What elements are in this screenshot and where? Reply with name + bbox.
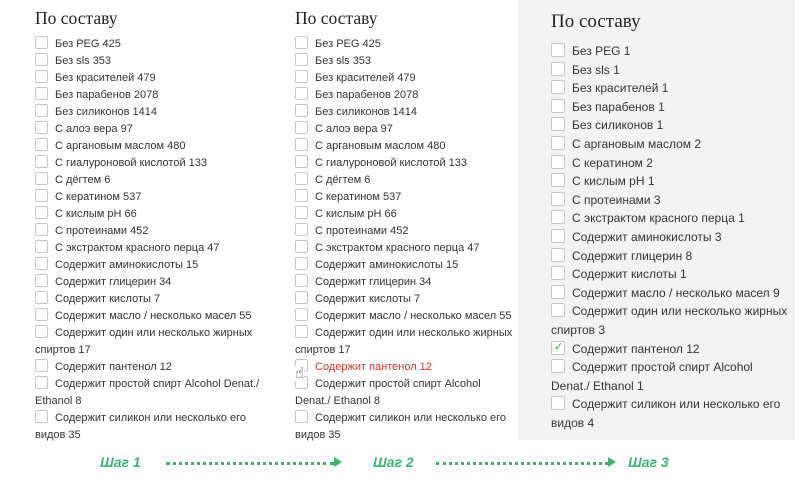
step-label-1: Шаг 1: [100, 454, 141, 470]
filter-option[interactable]: [35, 189, 270, 206]
checkbox[interactable]: [295, 308, 308, 321]
checkbox[interactable]: [295, 274, 308, 287]
filter-option[interactable]: [295, 104, 515, 121]
checkbox[interactable]: [295, 104, 308, 117]
checkbox[interactable]: [35, 138, 48, 151]
filter-option-label: С гиалуроновой кислотой 133: [55, 157, 207, 169]
checkbox[interactable]: [35, 36, 48, 49]
filter-option-label: С алоэ вера 97: [315, 123, 393, 135]
filter-option[interactable]: [295, 87, 515, 104]
filter-option[interactable]: [551, 154, 791, 173]
checkbox[interactable]: [551, 155, 565, 169]
filter-option-label: С протеинами 452: [315, 225, 409, 237]
filter-option-label: Содержит пантенол 12: [315, 361, 432, 373]
filter-option[interactable]: [35, 206, 270, 223]
filter-option-label: С кератином 537: [315, 191, 402, 203]
filter-option-label: Без силиконов 1414: [315, 106, 418, 118]
checkbox[interactable]: [295, 410, 308, 423]
checkbox[interactable]: [35, 223, 48, 236]
filter-option[interactable]: [35, 87, 270, 104]
filter-option-label: С аргановым маслом 2: [572, 136, 702, 151]
filter-option[interactable]: [35, 410, 270, 444]
filter-option-label: Без силиконов 1: [572, 118, 664, 133]
filter-title: По составу: [35, 8, 118, 28]
filter-option-label: Содержит один или несколько жирных спиртов 17: [35, 327, 253, 356]
checkbox[interactable]: [295, 325, 308, 338]
checkbox[interactable]: [295, 53, 308, 66]
filter-option-label: Содержит пантенол 12: [55, 361, 172, 373]
filter-option-label: С кератином 2: [572, 155, 653, 170]
filter-option-label: Без красителей 1: [572, 81, 669, 96]
checkbox[interactable]: [551, 62, 565, 76]
filter-option[interactable]: [551, 191, 791, 210]
filter-option-label: С аргановым маслом 480: [55, 140, 186, 152]
filter-option[interactable]: [295, 359, 515, 376]
filter-option[interactable]: [295, 172, 515, 189]
hand-pointer-icon: ☝: [295, 364, 305, 382]
checkbox[interactable]: [551, 285, 565, 299]
checkbox[interactable]: [551, 173, 565, 187]
checkbox[interactable]: [551, 136, 565, 150]
filter-option-label: Без sls 353: [315, 55, 372, 67]
filter-option-label: Без парабенов 1: [572, 99, 665, 114]
filter-option[interactable]: [35, 308, 270, 325]
filter-option-label: С аргановым маслом 480: [315, 140, 446, 152]
filter-option-label: Содержит кислоты 7: [55, 293, 161, 305]
filter-option[interactable]: [35, 53, 270, 70]
checkbox[interactable]: [35, 189, 48, 202]
filter-option[interactable]: [35, 172, 270, 189]
filter-option-label: С протеинами 452: [55, 225, 149, 237]
checkbox[interactable]: [551, 99, 565, 113]
checkbox-checked[interactable]: [551, 341, 565, 355]
filter-option[interactable]: [35, 104, 270, 121]
filter-option[interactable]: [551, 61, 791, 80]
checkbox[interactable]: [295, 121, 308, 134]
filter-option[interactable]: [35, 291, 270, 308]
filter-option-label: Содержит масло / несколько масел 55: [315, 310, 512, 322]
filter-option[interactable]: [35, 70, 270, 87]
filter-option-label: Без PEG 425: [55, 38, 121, 50]
arrow-head-icon: [334, 457, 342, 467]
filter-panel-step2: [295, 0, 515, 444]
filter-option-label: Содержит глицерин 34: [315, 276, 432, 288]
filter-option-label: Без парабенов 2078: [315, 89, 419, 101]
filter-list: [35, 36, 270, 444]
dotted-arrow: [436, 462, 608, 465]
filter-option-label: Содержит аминокислоты 3: [572, 229, 722, 244]
filter-option-label: С экстрактом красного перца 47: [55, 242, 220, 254]
checkbox[interactable]: [551, 229, 565, 243]
filter-list: [551, 42, 791, 432]
checkbox[interactable]: [551, 303, 565, 317]
filter-option-label: Без sls 353: [55, 55, 112, 67]
filter-panel-step3: [518, 0, 795, 440]
checkbox[interactable]: [35, 121, 48, 134]
checkbox[interactable]: [35, 291, 48, 304]
filter-option[interactable]: [295, 410, 515, 444]
filter-option[interactable]: [551, 265, 791, 284]
filter-option[interactable]: [551, 79, 791, 98]
filter-option[interactable]: [295, 53, 515, 70]
filter-option-label: Содержит силикон или несколько его видов 35: [295, 412, 506, 441]
checkbox[interactable]: [551, 266, 565, 280]
filter-option-label: Содержит простой спирт Alcohol Denat./ Ethanol 8: [35, 378, 260, 407]
filter-option-label: С дёгтем 6: [315, 174, 371, 186]
checkbox[interactable]: [295, 155, 308, 168]
checkbox[interactable]: [551, 117, 565, 131]
filter-option-label: Без красителей 479: [315, 72, 416, 84]
checkbox[interactable]: [35, 155, 48, 168]
filter-option[interactable]: [35, 155, 270, 172]
filter-option[interactable]: [35, 359, 270, 376]
filter-option[interactable]: [295, 308, 515, 325]
filter-option[interactable]: [551, 395, 791, 432]
checkbox[interactable]: [35, 206, 48, 219]
filter-option-label: Содержит глицерин 8: [572, 248, 693, 263]
checkbox[interactable]: [295, 138, 308, 151]
checkbox[interactable]: [295, 206, 308, 219]
checkbox[interactable]: [295, 189, 308, 202]
filter-option-label: С дёгтем 6: [55, 174, 111, 186]
filter-option[interactable]: [295, 206, 515, 223]
filter-option[interactable]: [551, 135, 791, 154]
checkbox[interactable]: [35, 325, 48, 338]
filter-option-label: Содержит глицерин 34: [55, 276, 172, 288]
checkbox[interactable]: [295, 87, 308, 100]
filter-option[interactable]: [551, 98, 791, 117]
checkbox[interactable]: [35, 308, 48, 321]
filter-option[interactable]: [295, 291, 515, 308]
checkbox[interactable]: [551, 80, 565, 94]
filter-option[interactable]: [551, 302, 791, 339]
filter-option[interactable]: [551, 209, 791, 228]
step-label-2: Шаг 2: [373, 454, 414, 470]
filter-option-label: Без PEG 425: [315, 38, 381, 50]
filter-option-label: Без красителей 479: [55, 72, 156, 84]
filter-option[interactable]: [295, 257, 515, 274]
filter-option-label: Содержит один или несколько жирных спиртов 17: [295, 327, 513, 356]
checkbox[interactable]: [551, 248, 565, 262]
filter-option[interactable]: [551, 340, 791, 359]
filter-option-label: Без парабенов 2078: [55, 89, 159, 101]
checkbox[interactable]: [295, 240, 308, 253]
filter-option[interactable]: [551, 358, 791, 395]
filter-option-label: С кератином 537: [55, 191, 142, 203]
filter-option[interactable]: [551, 284, 791, 303]
filter-option-label: Без силиконов 1414: [55, 106, 158, 118]
filter-option-label: Содержит кислоты 7: [315, 293, 421, 305]
filter-option[interactable]: [35, 138, 270, 155]
filter-option[interactable]: [551, 42, 791, 61]
filter-option-label: С экстрактом красного перца 47: [315, 242, 480, 254]
filter-option[interactable]: [295, 274, 515, 291]
checkbox[interactable]: [551, 396, 565, 410]
filter-option-label: Без PEG 1: [572, 44, 631, 58]
filter-option[interactable]: [295, 240, 515, 257]
filter-option[interactable]: [295, 36, 515, 53]
checkbox[interactable]: [295, 223, 308, 236]
filter-panel-step1: [35, 0, 270, 444]
checkbox[interactable]: [295, 172, 308, 185]
filter-option-label: С кислым pH 66: [315, 208, 397, 220]
filter-option[interactable]: [551, 116, 791, 135]
checkbox[interactable]: [295, 291, 308, 304]
filter-option-label: Содержит один или несколько жирных спиртов 3: [551, 304, 788, 337]
filter-option-label: Содержит аминокислоты 15: [55, 259, 199, 271]
filter-option-label: Содержит аминокислоты 15: [315, 259, 459, 271]
checkbox[interactable]: [35, 240, 48, 253]
checkbox[interactable]: [35, 53, 48, 66]
filter-option[interactable]: [551, 228, 791, 247]
filter-title: По составу: [295, 8, 378, 28]
checkbox[interactable]: [295, 70, 308, 83]
checkbox[interactable]: [35, 274, 48, 287]
filter-option-label: Содержит пантенол 12: [572, 341, 700, 356]
filter-option[interactable]: [35, 325, 270, 359]
filter-option-label: С кислым pH 66: [55, 208, 137, 220]
checkbox[interactable]: [551, 359, 565, 373]
filter-title: По составу: [551, 11, 641, 32]
filter-option[interactable]: [35, 240, 270, 257]
filter-option[interactable]: [35, 121, 270, 138]
checkbox[interactable]: [35, 376, 48, 389]
filter-option[interactable]: [35, 376, 270, 410]
filter-option[interactable]: [35, 36, 270, 53]
filter-option-label: Содержит простой спирт Alcohol Denat./ Ethanol 8: [295, 378, 481, 407]
filter-option[interactable]: [295, 376, 515, 410]
checkbox[interactable]: [35, 257, 48, 270]
filter-option-label: Содержит силикон или несколько его видов 35: [35, 412, 246, 441]
filter-option-label: Без sls 1: [572, 62, 620, 77]
filter-option-label: Содержит кислоты 1: [572, 267, 687, 282]
checkbox[interactable]: [35, 70, 48, 83]
filter-option-label: С гиалуроновой кислотой 133: [315, 157, 467, 169]
checkbox[interactable]: [35, 87, 48, 100]
checkbox[interactable]: [35, 104, 48, 117]
filter-option-label: Содержит силикон или несколько его видов 4: [551, 397, 781, 430]
filter-option[interactable]: [295, 138, 515, 155]
filter-option[interactable]: [35, 257, 270, 274]
filter-option[interactable]: [35, 274, 270, 291]
filter-option[interactable]: [295, 121, 515, 138]
filter-option[interactable]: [295, 223, 515, 240]
checkbox[interactable]: [551, 192, 565, 206]
filter-option-label: С экстрактом красного перца 1: [572, 211, 745, 226]
filter-option[interactable]: [295, 155, 515, 172]
filter-list: [295, 36, 515, 444]
filter-option[interactable]: [295, 325, 515, 359]
checkbox[interactable]: [295, 36, 308, 49]
checkbox[interactable]: [35, 172, 48, 185]
checkbox[interactable]: [35, 410, 48, 423]
checkbox[interactable]: [551, 43, 565, 57]
filter-option[interactable]: [295, 189, 515, 206]
filter-option-label: С протеинами 3: [572, 192, 661, 207]
filter-option[interactable]: [295, 70, 515, 87]
checkbox[interactable]: [295, 257, 308, 270]
filter-option-label: Содержит простой спирт Alcohol Denat./ Ethanol 1: [551, 360, 753, 393]
filter-option-label: С кислым pH 1: [572, 174, 655, 189]
dotted-arrow: [166, 462, 334, 465]
checkbox[interactable]: [35, 359, 48, 372]
filter-option[interactable]: [551, 247, 791, 266]
arrow-head-icon: [608, 457, 616, 467]
filter-option-label: С алоэ вера 97: [55, 123, 133, 135]
filter-option-label: Содержит масло / несколько масел 55: [55, 310, 252, 322]
filter-option-label: Содержит масло / несколько масел 9: [572, 285, 780, 300]
step-label-3: Шаг 3: [628, 454, 669, 470]
checkbox[interactable]: [551, 210, 565, 224]
filter-option[interactable]: [551, 172, 791, 191]
filter-option[interactable]: [35, 223, 270, 240]
